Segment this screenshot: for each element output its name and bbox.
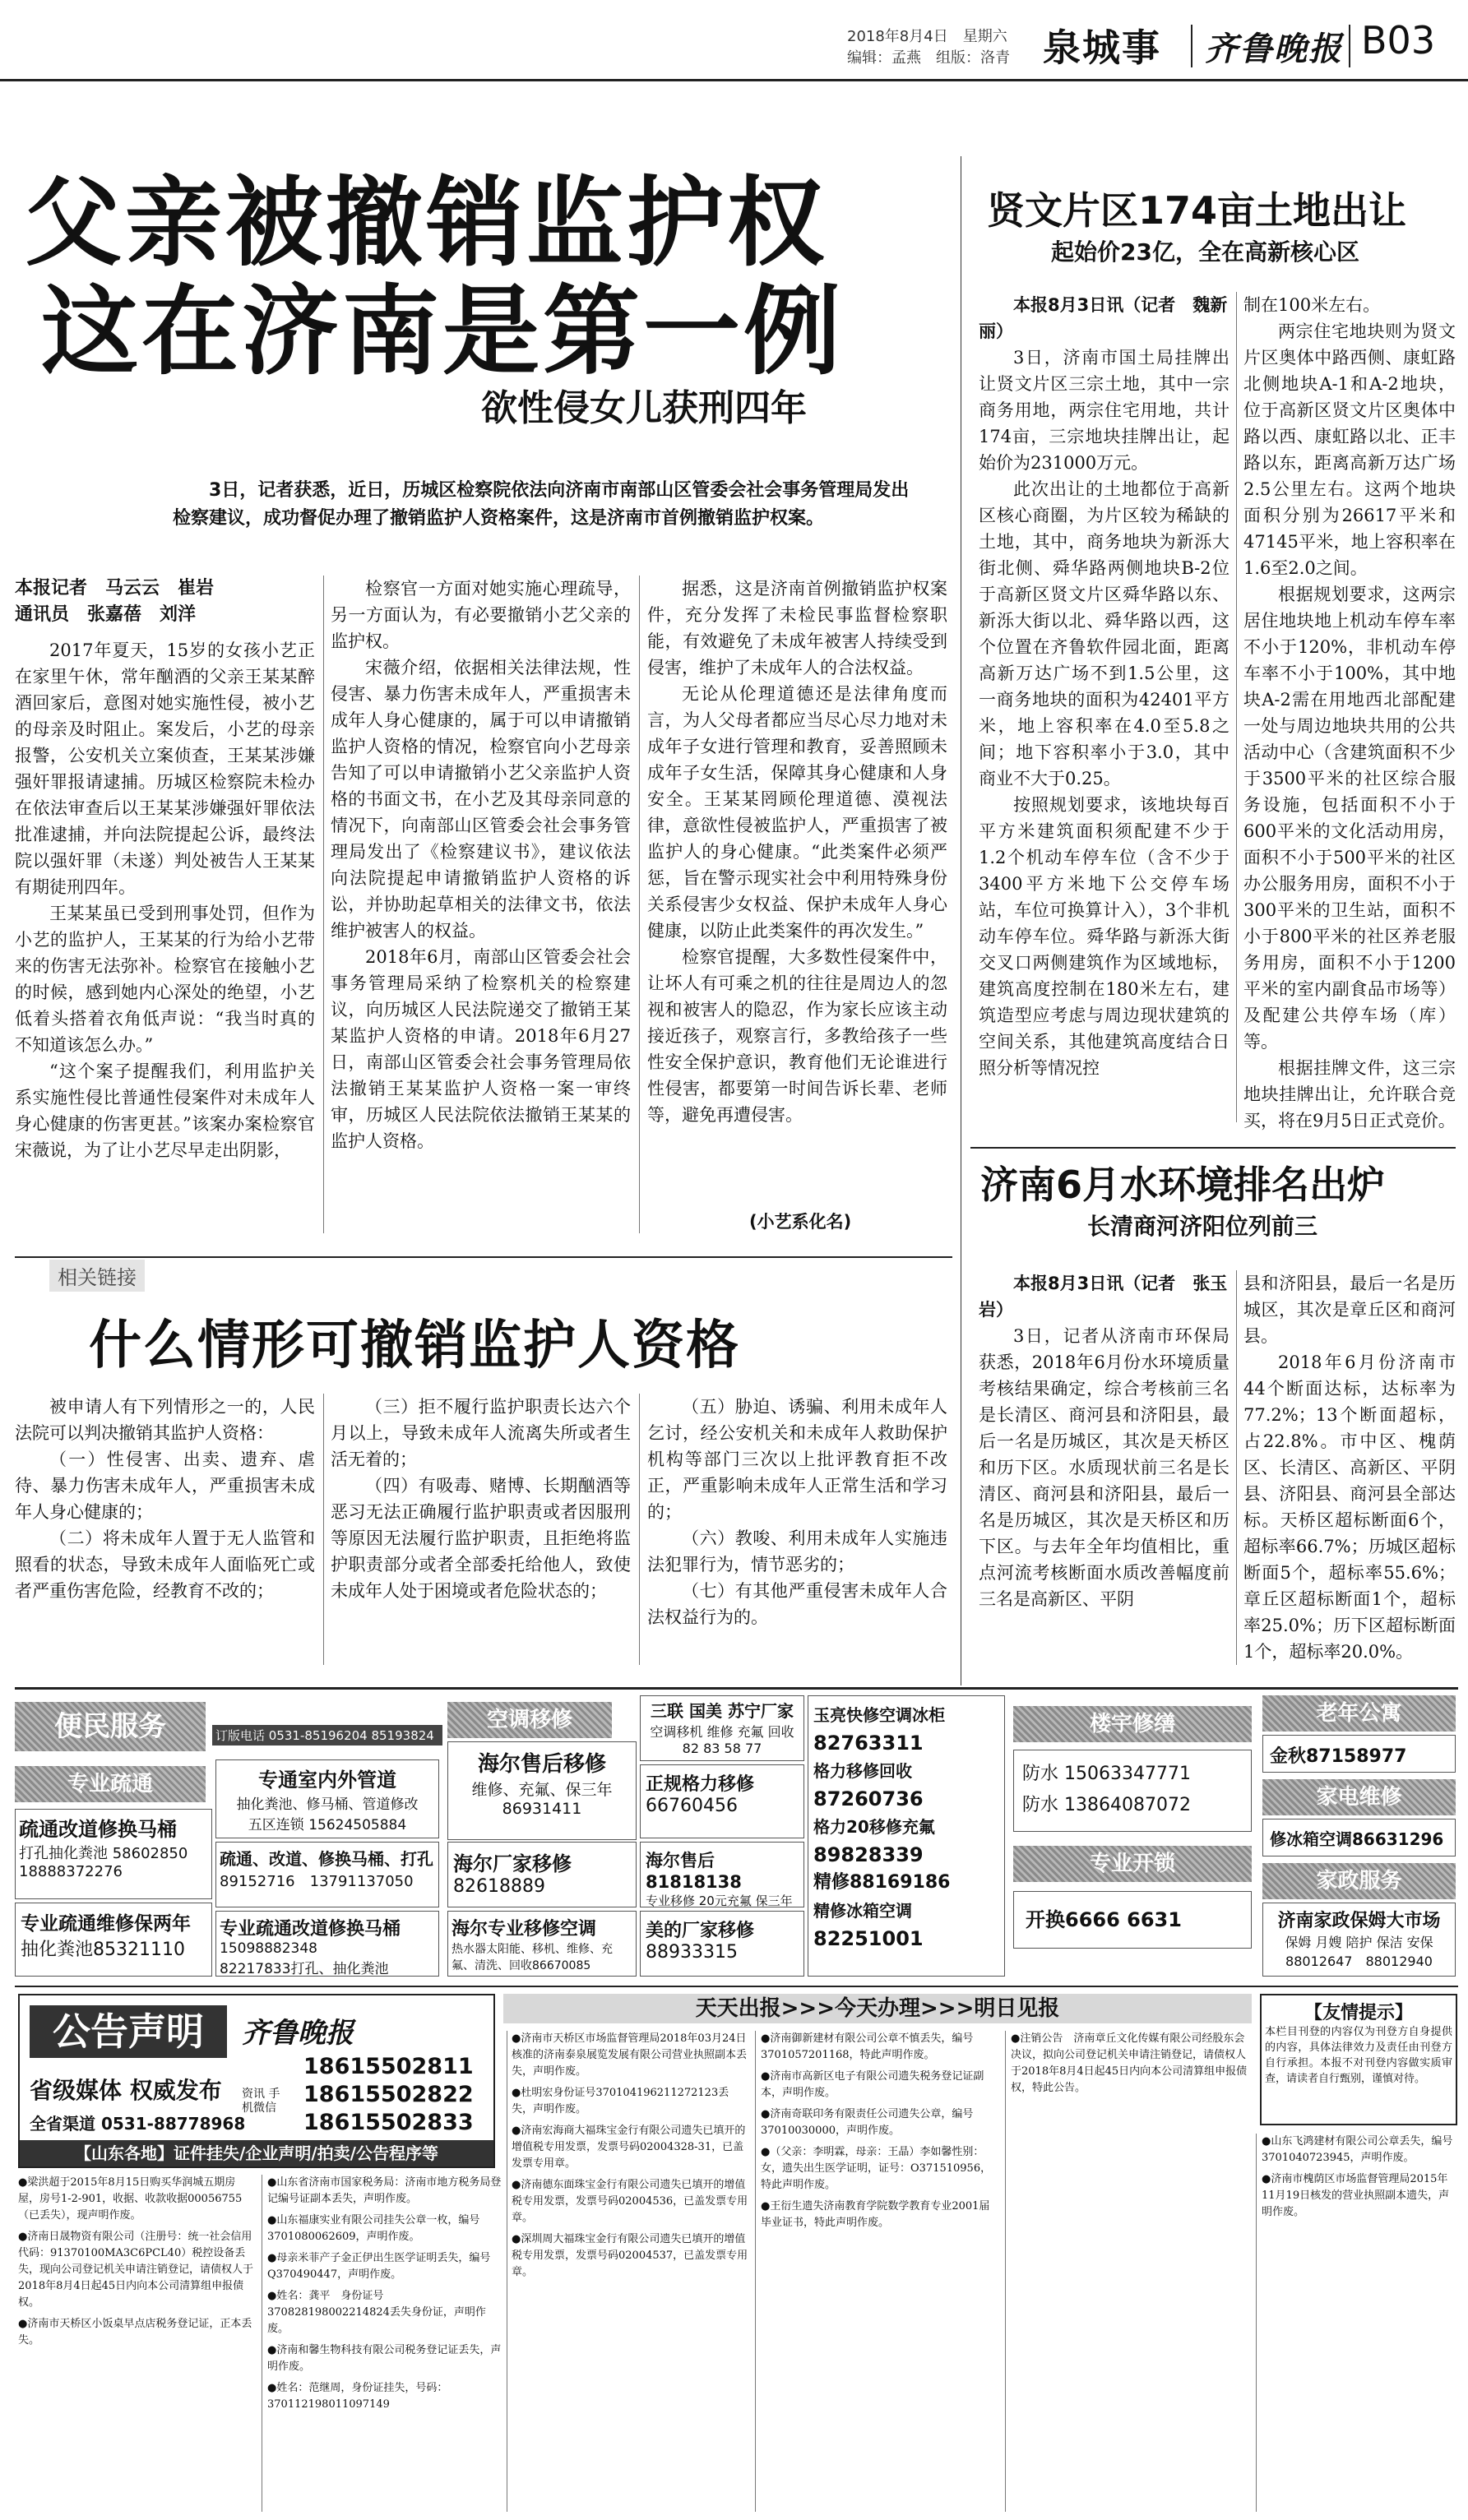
ad-card [447,1741,637,1840]
notice-item: ●济南宏海商大福珠宝金行有限公司遗失已填开的增值税专用发票，发票号码02004328-31，已盖发票专用章。 [512,2125,746,2170]
land-headline: 贤文片区174亩土地出让 [987,188,1407,233]
ad-title: 海尔厂家移修 [453,1852,572,1875]
ad-body: 维修、充氟、保三年 86931411 [471,1781,613,1818]
notice-item: ●济南奇联印务有限责任公司遗失公章，编号37010030000，声明作废。 [761,2108,974,2137]
notice-item: ●注销公告 济南章丘文化传媒有限公司经股东会决议，拟向公司登记机关申请注销登记，请债权人于2018年8月4日起45日内向本公司清算组申报债权，特此公告。 [1011,2032,1248,2094]
paragraph: （五）胁迫、诱骗、利用未成年人乞讨，经公安机关和未成年人救助保护机构等部门三次以上批评教育拒不改正，严重影响未成年人正常生活和学习的； [647,1397,947,1522]
water-col-2 [1243,1270,1456,1673]
ad-card [1013,1750,1252,1832]
paragraph: （七）有其他严重侵害未成年人合法权益行为的。 [647,1581,947,1627]
ad-body: 专业移修 20元充氟 保三年 [646,1893,793,1907]
ad-body: 抽化粪池、修马桶、管道修改 五区连锁 15624505884 [236,1796,419,1833]
water-dateline: 本报8月3日讯（记者 张玉岩） [979,1274,1228,1320]
jiadian-title: 家电维修 [1316,1785,1402,1810]
ad-body: 89828339 [813,1843,924,1866]
notice-phone-label: 资讯 手机微信 [242,2088,280,2115]
kongtiao-title: 空调移修 [486,1708,572,1732]
notice-col-5 [1011,2031,1253,2512]
paragraph: 检察官一方面对她实施心理疏导，另一方面认为，有必要撤销小艺父亲的监护权。 [331,579,631,651]
paragraph: （二）将未成年人置于无人监管和照看的状态，导致未成年人面临死亡或者严重伤害危险，经教育不改的； [15,1528,315,1601]
ad-title: 格力20移修充氟 [813,1817,935,1837]
byline-reporters: 本报记者 马云云 崔岩 [15,578,215,599]
paragraph: 县和济阳县，最后一名是历城区，其次是章丘区和商河县。 [1243,1274,1456,1346]
ad-body: 打孔抽化粪池 58602850 18888372276 [19,1845,188,1880]
main-col-1 [15,637,315,1237]
bianmin-title: 便民服务 [54,1710,166,1743]
paragraph: 宋薇介绍，依据相关法律法规，性侵害、暴力伤害未成年人，严重损害未成年人身心健康的，属于可以申请撤销监护人资格的情况，检察官向小艺母亲告知了可以申请撤销小艺父亲监护人资格的书面文书，在小艺及其母亲同意的情况下，向南部山区管委会社会事务管理局发出了《检察建议书》，建议依法向法院提起申请撤销监护人资格的诉讼，并协助起草相关的法律文书，依法维护被害人的权益。 [331,658,631,941]
paragraph: 无论从伦理道德还是法律角度而言，为人父母者都应当尽心尽力地对未成年子女进行管理和教育，妥善照顾未成年子女生活，保障其身心健康和人身安全。王某某罔顾伦理道德、漠视法律，意欲性侵被监护人，严重损害了被监护人的身心健康。“此类案件必须严惩，旨在警示现实社会中利用特殊身份关系侵害少女权益、保护未成年人身心健康，以防止此类案件的再次发生。” [647,684,947,941]
notice-banner-logo: 齐鲁晚报 [242,2017,354,2050]
notice-col-4 [761,2031,999,2512]
paragraph: 3日，济南市国土局挂牌出让贤文片区三宗土地，其中一宗商务用地，两宗住宅用地，共计174亩，三宗地块挂牌出让，起始价为231000万元。 [979,348,1230,473]
ad-title: 金秋87158977 [1270,1746,1407,1767]
alias-note: (小艺系化名) [744,1209,851,1233]
notice-item: ●深圳周大福珠宝金行有限公司遗失已填开的增值税专用发票，发票号码02004537，已盖发票专用章。 [512,2233,748,2278]
paragraph: 此次出让的土地都位于高新区核心商圈，为片区较为稀缺的土地，其中，商务地块为新泺大街北侧、舜华路两侧地块B-2位于高新区贤文片区舜华路以东、新泺大街以北、舜华路以西，这个位置在齐鲁软件园北面，距离高新万达广场不到1.5公里，这一商务地块的面积为42401平方米，地上容积率在4.0至5.8之间；地下容积率小于3.0，其中商业不大于0.25。 [979,479,1230,788]
ad-card [447,1842,637,1907]
bianmin-phone: 订版电话 0531-85196204 85193824 [212,1725,442,1746]
notice-item: ●济南日晟物资有限公司（注册号：统一社会信用代码：91370100MA3C6PCL40）税控设备丢失，现向公司登记机关申请注销登记，请债权人于2018年8月4日起45日内向本公司清算组申报债权。 [18,2231,254,2309]
ad-card [15,1809,212,1899]
water-subhead: 长清商河济阳位列前三 [1087,1213,1318,1240]
header-editors: 编辑：孟燕 组版：洛青 [847,49,1010,67]
reminder-title: 【友情提示】 [1304,2003,1413,2023]
ad-card [640,1764,804,1838]
notice-slogan: 省级媒体 权威发布 [30,2077,222,2104]
paragraph: （一）性侵害、出卖、遗弃、虐待、暴力伤害未成年人，严重损害未成年人身心健康的； [15,1450,315,1522]
ad-body: 保姆 月嫂 陪护 保洁 安保 88012647 88012940 [1285,1935,1433,1969]
main-headline-line2: 这在济南是第一例 [41,275,845,388]
paragraph: 2017年夏天，15岁的女孩小艺正在家里午休，常年酗酒的父亲王某某醉酒回家后，意图对她实施性侵，被小艺的母亲及时阻止。案发后，小艺的母亲报警，公安机关立案侦查，王某某涉嫌强奸罪报请逮捕。历城区检察院未检办在依法审查后以王某某涉嫌强奸罪依法批准逮捕，并向法院提起公诉，最终法院以强奸罪（未遂）判处被告人王某某有期徒刑四年。 [15,640,315,897]
notice-item: ●济南市高新区电子有限公司遗失税务登记证副本，声明作废。 [761,2070,984,2099]
jiazheng-banner [1262,1863,1456,1899]
ad-title: 海尔售后移修 [477,1752,606,1777]
paper-logo: 齐鲁晚报 [1205,30,1343,68]
ad-title: 三联 国美 苏宁厂家 [651,1701,794,1721]
ad-card [808,1695,1005,1977]
paragraph: 根据挂牌文件，这三宗地块挂牌出让，允许联合竞买，将在9月5日正式竞价。 [1243,1058,1456,1131]
kaisuo-title: 专业开锁 [1089,1852,1175,1876]
ad-title: 开换6666 6631 [1026,1908,1182,1931]
notice-item: ●济南市天桥区市场监督管理局2018年03月24日核准的济南泰泉展览发展有限公司营业执照副本丢失，声明作废。 [512,2032,748,2078]
notice-phones [303,2053,474,2137]
kaisuo-banner [1013,1846,1252,1882]
ad-body: 抽化粪池85321110 [21,1940,185,1960]
main-headline [25,166,946,388]
related-label: 相关链接 [49,1260,145,1292]
ad-title: 海尔售后81818138 [646,1851,742,1892]
land-dateline: 本报8月3日讯（记者 魏新丽） [979,295,1228,341]
paragraph: 被申请人有下列情形之一的，人民法院可以判决撤销其监护人资格： [15,1397,315,1443]
notice-item: ●济南市天桥区小饭桌早点店税务登记证，正本丢失。 [18,2318,252,2347]
paragraph: 按照规划要求，该地块每百平方米建筑面积须配建不少于1.2个机动车停车位（含不少于3400平方米地下公交停车场站，车位可换算计入），3个非机动车停车位。舜华路与新泺大街交叉口两侧建筑作为区域地标，建筑高度控制在180米左右，建筑造型应考虑与周边现状建筑的空间关系，其他建筑高度结合日照分析等情况控 [979,795,1230,1078]
land-subhead: 起始价23亿，全在高新核心区 [1051,238,1359,266]
ad-card [1262,1735,1456,1773]
ad-card [1262,1819,1456,1856]
ad-title: 精修冰箱空调 [813,1901,912,1921]
paragraph: 2018年6月，南部山区管委会社会事务管理局采纳了检察机关的检察建议，向历城区人民法院递交了撤销王某某监护人资格的申请。2018年6月27日，南部山区管委会社会事务管理局依法撤销王某某监护人资格一案一审终审，历城区人民法院依法撤销王某某的监护人资格。 [331,947,631,1151]
notice-col-1 [18,2175,257,2512]
ad-title: 疏通改道修换马桶 [19,1818,177,1841]
ad-title: 防水 13864087072 [1022,1795,1191,1815]
page-number: B03 [1361,18,1436,62]
paragraph: 制在100米左右。 [1243,295,1381,315]
paragraph: 据悉，这是济南首例撤销监护权案件，充分发挥了未检民事监督检察职能，有效避免了未成年被害人持续受到侵害，维护了未成年人的合法权益。 [647,579,947,677]
notice-item: ●（父亲：李明霖，母亲：王晶）李如馨性别：女，遗失出生医学证明，证号：O371510956，特此声明作废。 [761,2146,992,2191]
notice-item: ●济南德东面珠宝金行有限公司遗失已填开的增值税专用发票，发票号码02004536，已盖发票专用章。 [512,2179,748,2224]
jiadian-banner [1262,1779,1456,1815]
related-col-3 [647,1394,947,1673]
ad-card [447,1911,637,1977]
byline-correspondents: 通讯员 张嘉蓓 刘洋 [15,604,197,625]
notice-col-3 [512,2031,750,2512]
main-col-3 [647,576,947,1237]
ad-card [1013,1891,1252,1949]
ad-card [640,1695,804,1761]
water-headline: 济南6月水环境排名出炉 [980,1163,1386,1207]
laonian-title: 老年公寓 [1316,1701,1402,1726]
notice-item: ●王衍生遗失济南教育学院数学教育专业2001届毕业证书，特此声明作废。 [761,2200,990,2229]
notice-phone: 18615502811 [303,2054,474,2079]
notice-banner-title: 公告声明 [30,2005,227,2058]
water-col-1 [979,1323,1230,1668]
daily-bar: 天天出报>>>今天办理>>>明日见报 [503,1994,1252,2023]
ad-body: 66760456 [646,1796,738,1816]
section-title: 泉城事 [1043,25,1161,70]
ad-body: 空调移机 维修 充氟 回收 82 83 58 77 [650,1724,794,1756]
reminder-box [1260,1994,1457,2125]
ad-title: 精修88169186 [813,1872,951,1893]
land-col-2 [1243,292,1456,1139]
paragraph: 两宗住宅地块则为贤文片区奥体中路西侧、康虹路北侧地块A-1和A-2地块，位于高新区贤文片区奥体中路以西、康虹路以北、正丰路以东，距离高新万达广场2.5公里左右。这两个地块面积分别为26617平米和47145平米，地上容积率在1.6至2.0之间。 [1243,321,1456,578]
ad-title: 美的厂家移修 [646,1921,755,1941]
louyu-banner [1013,1706,1252,1742]
paragraph: （四）有吸毒、赌博、长期酗酒等恶习无法正确履行监护职责或者因服刑等原因无法履行监护职责，且拒绝将监护职责部分或者全部委托给他人，致使未成年人处于困境或者危险状态的； [331,1476,631,1601]
ad-title: 防水 15063347771 [1022,1764,1191,1784]
land-col-1 [979,344,1230,1134]
ad-title: 济南家政保姆大市场 [1277,1911,1441,1931]
ad-title: 格力移修回收 [813,1761,912,1781]
header-date: 2018年8月4日 星期六 [847,28,1007,45]
notice-item: ●济南市槐荫区市场监督管理局2015年11月19日核发的营业执照副本遗失，声明作废。 [1262,2173,1450,2218]
shutong-title: 专业疏通 [67,1772,153,1796]
main-subhead: 欲性侵女儿获刑四年 [481,387,807,429]
notice-item: ●母亲米菲产子金正伊出生医学证明丢失，编号Q370490447，声明作废。 [267,2252,491,2281]
paragraph: 王某某虽已受到刑事处罚，但作为小艺的监护人，王某某的行为给小艺带来的伤害无法弥补。检察官在接触小艺的时候，感到她内心深处的绝望，小艺低着头搭着衣角低声说：“我当时真的不知道该怎么办。” [15,904,315,1055]
notice-col-6 [1262,2134,1457,2512]
ad-card [215,1842,439,1907]
ad-title: 修冰箱空调86631296 [1270,1829,1444,1849]
ad-body: 87260736 [813,1787,924,1810]
paragraph: 检察官提醒，大多数性侵案件中，让坏人有可乘之机的往往是周边人的忽视和被害人的隐忍，作为家长应该主动接近孩子，观察言行，多教给孩子一些性安全保护意识，教育他们无论谁进行性侵害，都要第一时间告诉长辈、老师等，避免再遭侵害。 [647,947,947,1125]
louyu-title: 楼宇修缮 [1089,1712,1175,1736]
notice-phone: 18615502822 [303,2082,474,2107]
byline [15,576,214,628]
ad-card [15,1903,212,1977]
ad-card [215,1911,439,1977]
main-lead: 3日，记者获悉，近日，历城区检察院依法向济南市南部山区管委会社会事务管理局发出检察建议，成功督促办理了撤销监护人资格案件，这是济南市首例撤销监护权案。 [173,480,910,529]
notice-item: ●济南和馨生物科技有限公司税务登记证丢失，声明作废。 [267,2344,502,2373]
notice-hotline: 全省渠道 0531-88778968 [30,2114,246,2134]
ad-body: 82251001 [813,1927,924,1950]
main-headline-line1: 父亲被撤销监护权 [25,166,828,280]
ad-card [640,1842,804,1907]
ad-card [1262,1903,1456,1977]
related-col-2 [331,1394,631,1673]
notice-banner [18,1994,495,2168]
notice-col-2 [267,2175,502,2512]
ad-body: 热水器太阳能、移机、维修、充氟、清洗、回收86670085 [452,1943,613,1972]
ad-body: 89152716 13791137050 [220,1873,414,1890]
reminder-body: 本栏目刊登的内容仅为刊登方自身提供的内容，具体法律效力及责任由刊登方自行承担。本报不对刊登内容做实质审查，请读者自行甄别，谨慎对待。 [1265,2026,1452,2085]
notice-phone: 18615502833 [303,2110,474,2135]
paragraph: 根据规划要求，这两宗居住地块地上机动车停车率不小于120%，非机动车停车率不小于100%，其中地块A-2需在用地西北部配建一处与周边地块共用的公共活动中心（含建筑面积不少于3500平米的社区综合服务设施，包括面积不小于600平米的文化活动用房，面积不小于500平米的社区办公服务用房，面积不小于300平米的卫生站，面积不小于800平米的社区养老服务用房，面积不小于1200平米的室内副食品市场等）及配建公共停车场（库）等。 [1243,585,1456,1052]
ad-card [640,1911,804,1977]
paragraph: （三）拒不履行监护职责长达六个月以上，导致未成年人流离失所或者生活无着的； [331,1397,631,1469]
ad-title: 专业疏通维修保两年 [21,1913,191,1935]
paragraph: 3日，记者从济南市环保局获悉，2018年6月份水环境质量考核结果确定，综合考核前三名是长清区、商河县和济阳县，最后一名是历城区，其次是天桥区和历下区。水质现状前三名是长清区、商河县和济阳县，最后一名是历城区，其次是天桥区和历下区。与去年全年均值相比，重点河流考核断面水质改善幅度前三名是高新区、平阴 [979,1326,1230,1609]
notice-item: ●梁洪超于2015年8月15日购买华润城五期房屋，房号1-2-901，收据、收款收据00056755（已丢失），现声明作废。 [18,2176,243,2222]
notice-item: ●杜明宏身份证号370104196211272123丢失，声明作废。 [512,2087,729,2115]
paragraph: （六）教唆、利用未成年人实施违法犯罪行为，情节恶劣的； [647,1528,947,1574]
bianmin-banner [15,1702,206,1751]
notice-item: ●山东福康实业有限公司挂失公章一枚，编号3701080062609，声明作废。 [267,2214,480,2243]
notice-item: ●山东飞鸿建材有限公司公章丢失，编号3701040723945，声明作废。 [1262,2135,1453,2164]
notice-item: ●济南御新建材有限公司公章不慎丢失，编号3701057201168，特此声明作废。 [761,2032,974,2061]
ad-body: 88933315 [646,1942,738,1963]
ad-title: 专通室内外管道 [258,1769,396,1792]
laonian-banner [1262,1695,1456,1732]
shutong-banner [15,1766,206,1802]
notice-item: ●山东省济南市国家税务局：济南市地方税务局登记编号证副本丢失，声明作废。 [267,2176,502,2205]
paragraph: 2018年6月份济南市44个断面达标，达标率为77.2%；13个断面超标，占22.8%。市中区、槐荫区、长清区、高新区、平阴县、济阳县、商河县全部达标。天桥区超标断面6个，超标率66.7%；历城区超标断面5个，超标率55.6%；章丘区超标断面1个，超标率25.0%；历下区超标断面1个，超标率20.0%。 [1243,1352,1456,1662]
ad-title: 玉亮快修空调冰柜 [813,1705,945,1725]
jiazheng-title: 家政服务 [1316,1869,1402,1893]
main-col-2 [331,576,631,1237]
ad-body: 82618889 [453,1876,545,1897]
ad-title: 海尔专业移修空调 [452,1919,597,1940]
ad-title: 专业疏通改道修换马桶 [220,1919,401,1940]
notice-item: ●姓名：龚平 身份证号370828198002214824丢失身份证，声明作废。 [267,2290,486,2335]
notice-item: ●姓名：范继周，身份证挂失，号码：370112198011097149 [267,2382,448,2411]
ad-title: 疏通、改道、修换马桶、打孔 [220,1849,433,1869]
ad-card [215,1759,439,1838]
ad-title: 正规格力移修 [646,1774,755,1795]
notice-categories: 【山东各地】证件挂失/企业声明/拍卖/公告程序等 [20,2140,493,2166]
ad-body: 82763311 [813,1732,924,1755]
related-headline: 什么情形可撤销监护人资格 [89,1315,740,1376]
related-col-1 [15,1394,315,1673]
ad-body: 15098882348 82217833打孔、抽化粪池 [220,1940,389,1977]
kongtiao-banner [447,1702,612,1738]
paragraph: “这个案子提醒我们，利用监护关系实施性侵比普通性侵案件对未成年人身心健康的伤害更甚。”该案办案检察官宋薇说，为了让小艺尽早走出阴影， [15,1061,315,1160]
